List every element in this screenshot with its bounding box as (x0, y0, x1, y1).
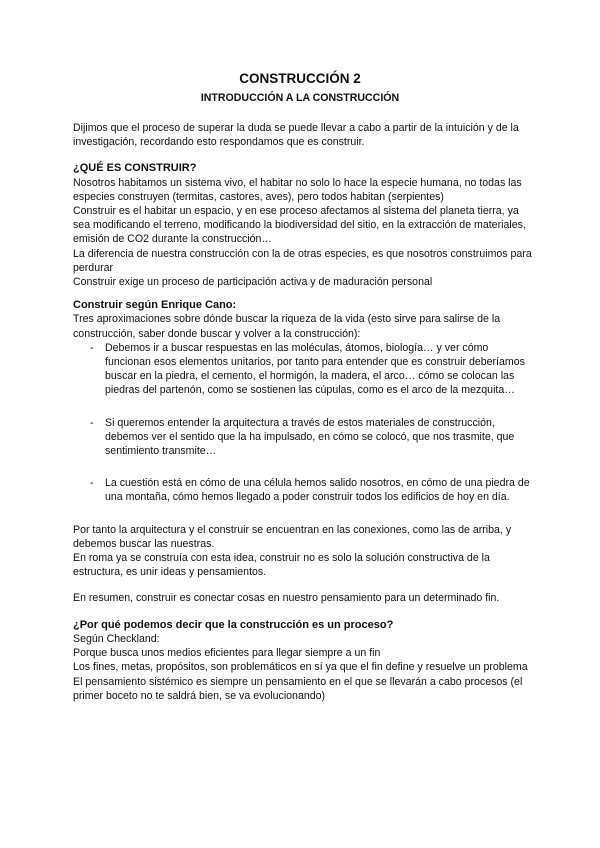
paragraph: El pensamiento sistémico es siempre un pensamiento en el que se llevarán a cabo procesos (el primer boceto no te saldrá bien, se va evolucionando) (73, 675, 523, 702)
bullet-list (73, 341, 535, 505)
bullet-marker: - (90, 416, 94, 429)
list-item-text: La cuestión está en cómo de una célula hemos salido nosotros, en cómo de una piedra de una montaña, cómo hemos llegado a poder construir todos los edificios de hoy en día. (105, 477, 530, 504)
document-title: CONSTRUCCIÓN 2 (239, 71, 361, 86)
list-item-text: Debemos ir a buscar respuestas en las moléculas, átomos, biología… y ver cómo funcionan esos elementos unitarios, por tanto para entender que es construir deberíamos buscar en la piedra, el cemento, el hormigón, la madera, el arco… cómo se colocan las piedras del partenón, como se sostienen las cúpulas, como es el arco de la mezquita… (105, 341, 525, 397)
document-body (73, 121, 535, 703)
section-heading-enrique-cano: Construir según Enrique Cano: (73, 299, 237, 312)
paragraph: Construir exige un proceso de participación activa y de maduración personal (73, 276, 433, 289)
list-item (73, 341, 535, 398)
paragraph: La diferencia de nuestra construcción con la de otras especies, es que nosotros construimos para perdurar (73, 247, 532, 274)
paragraph: Construir es el habitar un espacio, y en ese proceso afectamos al sistema del planeta tierra, ya sea modificando el terreno, modificando la biodiversidad del sitio, en la extracción de materiales, emisión de CO2 durante la construcción… (73, 205, 526, 246)
list-item-text: Si queremos entender la arquitectura a través de estos materiales de construcción, debemos ver el sentido que la ha impulsado, en cómo se colocó, que nos trasmite, que sentimiento transmite… (105, 416, 515, 458)
bullet-marker: - (90, 341, 94, 354)
paragraph: Tres aproximaciones sobre dónde buscar la riqueza de la vida (esto sirve para salirse de la construcción, saber donde buscar y volver a la construcción): (73, 313, 501, 340)
paragraph: En roma ya se construía con esta idea, construir no es solo la solución constructiva de la estructura, es unir ideas y pensamientos. (73, 552, 490, 579)
list-item (73, 476, 535, 504)
paragraph: Por tanto la arquitectura y el construir se encuentran en las conexiones, como las de arriba, y debemos buscar las nuestras. (73, 523, 512, 550)
paragraph: Nosotros habitamos un sistema vivo, el habitar no solo lo hace la especie humana, no todas las especies construyen (termitas, castores, aves), pero todos habitan (serpientes) (73, 176, 522, 203)
bullet-marker: - (90, 477, 94, 490)
summary-paragraph: En resumen, construir es conectar cosas en nuestro pensamiento para un determinado fin. (73, 592, 500, 605)
paragraph: Según Checkland: (73, 632, 160, 645)
intro-paragraph: Dijimos que el proceso de superar la duda se puede llevar a cabo a partir de la intuición y de la investigación, recordando esto respondamos que es construir. (73, 122, 519, 149)
paragraph: Los fines, metas, propósitos, son problemáticos en sí ya que el fin define y resuelve un problema (73, 661, 528, 674)
paragraph: Porque busca unos medios eficientes para llegar siempre a un fin (73, 647, 381, 660)
list-item (73, 416, 535, 459)
section-heading-que-es-construir: ¿QUÉ ES CONSTRUIR? (73, 162, 197, 175)
document-subtitle: INTRODUCCIÓN A LA CONSTRUCCIÓN (200, 92, 400, 104)
section-heading-proceso: ¿Por qué podemos decir que la construcción es un proceso? (73, 618, 394, 631)
